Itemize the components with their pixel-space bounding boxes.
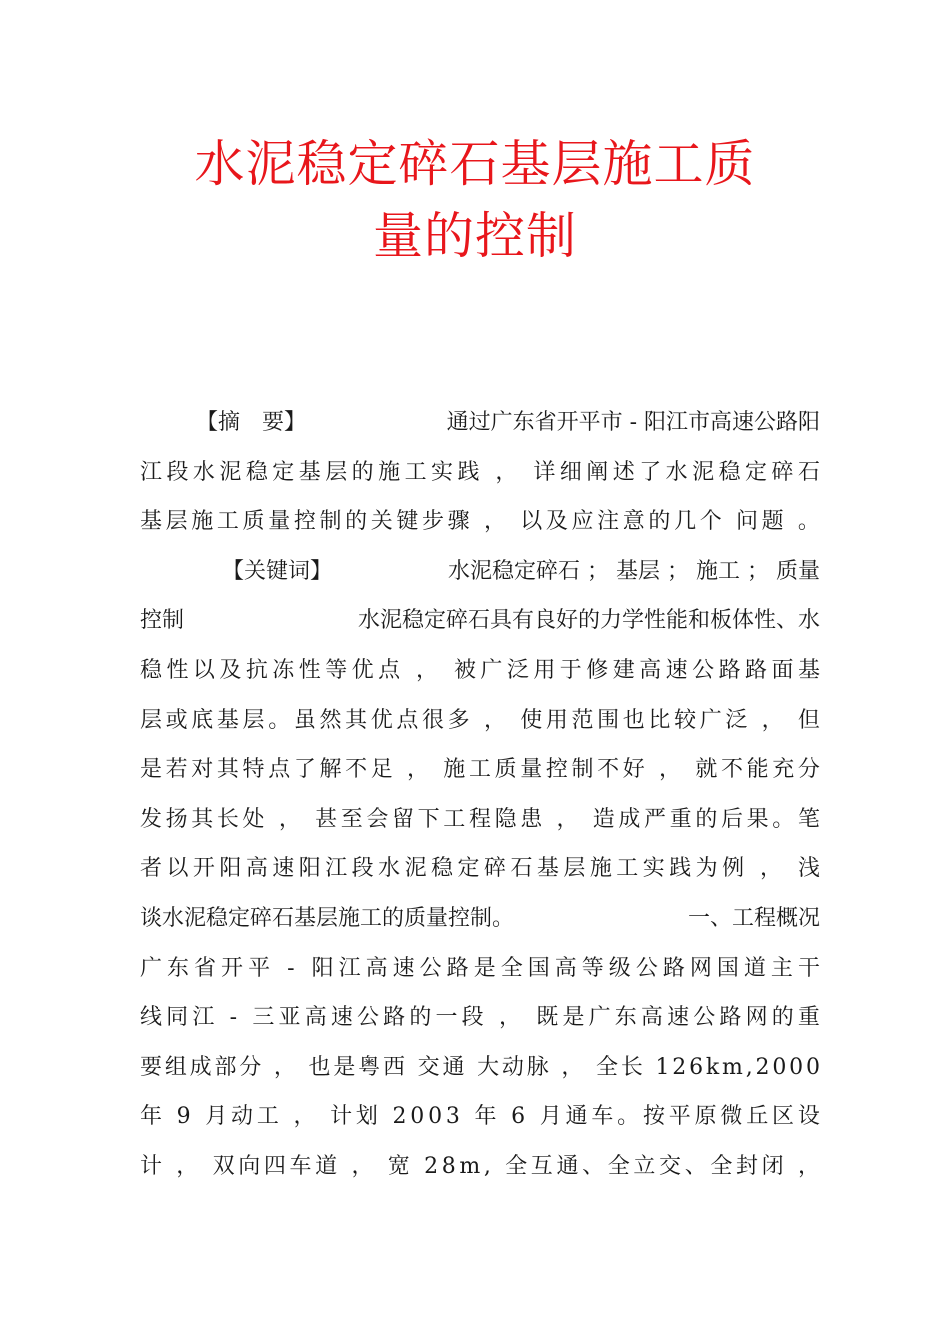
text-line [140,405,820,455]
text-line [140,455,825,505]
text-line [140,1000,825,1050]
text-segment: 是若对其特点了解不足 ， 施工质量控制不好 ， 就不能充分 [140,757,824,783]
text-line [140,1050,823,1100]
text-segment: 者以开阳高速阳江段水泥稳定碎石基层施工实践为例 ， 浅 [140,856,825,882]
text-line [140,951,825,1001]
text-segment: 层或底基层。虽然其优点很多 ， 使用范围也比较广泛 ， 但 [140,707,824,733]
text-segment: 通过广东省开平市 - 阳江市高速公路阳 [446,410,820,435]
text-line [140,504,824,554]
text-line [140,1149,824,1199]
text-segment: 控制 [140,608,185,634]
text-line [140,653,825,703]
section-heading: 一、工程概况 [687,905,820,931]
text-line [140,703,824,753]
text-segment: 发扬其长处 ， 甚至会留下工程隐患 ， 造成严重的后果。笔 [140,806,824,832]
text-segment: 江段水泥稳定基层的施工实践 ， 详细阐述了水泥稳定碎石 [140,459,825,485]
text-segment: 线同江 - 三亚高速公路的一段 ， 既是广东高速公路网的重 [140,1005,825,1031]
abstract-label: 【摘 要】 [196,410,307,435]
document-title-line-2: 量的控制 [373,207,577,265]
text-segment: 要组成部分 ， 也是粤西 交通 大动脉 ， 全长 126km,2000 [140,1054,823,1080]
text-segment: 水泥稳定碎石 ； 基层 ； 施工 ； 质量 [448,558,820,584]
text-line [140,752,824,802]
text-segment: 稳性以及抗冻性等优点 ， 被广泛用于修建高速公路路面基 [140,657,825,683]
document-title-line-1: 水泥稳定碎石基层施工质 [194,135,756,193]
text-segment: 基层施工质量控制的关键步骤 ， 以及应注意的几个 问题 。 [140,509,824,535]
text-segment: 年 9 月动工 ， 计划 2003 年 6 月通车。按平原微丘区设 [140,1104,824,1130]
text-segment: 计 ， 双向四车道 ， 宽 28m, 全互通、全立交、全封闭 ， [140,1153,824,1179]
document-body [140,405,825,1199]
text-line [140,901,820,951]
text-segment: 水泥稳定碎石具有良好的力学性能和板体性、水 [357,608,820,634]
text-line [140,603,820,653]
text-segment: 广东省开平 - 阳江高速公路是全国高等级公路网国道主干 [140,955,825,981]
text-line [140,1099,824,1149]
keywords-label: 【关键词】 [222,558,333,584]
text-line [140,802,824,852]
text-line [140,554,820,604]
text-line [140,851,825,901]
text-segment: 谈水泥稳定碎石基层施工的质量控制。 [140,905,515,931]
